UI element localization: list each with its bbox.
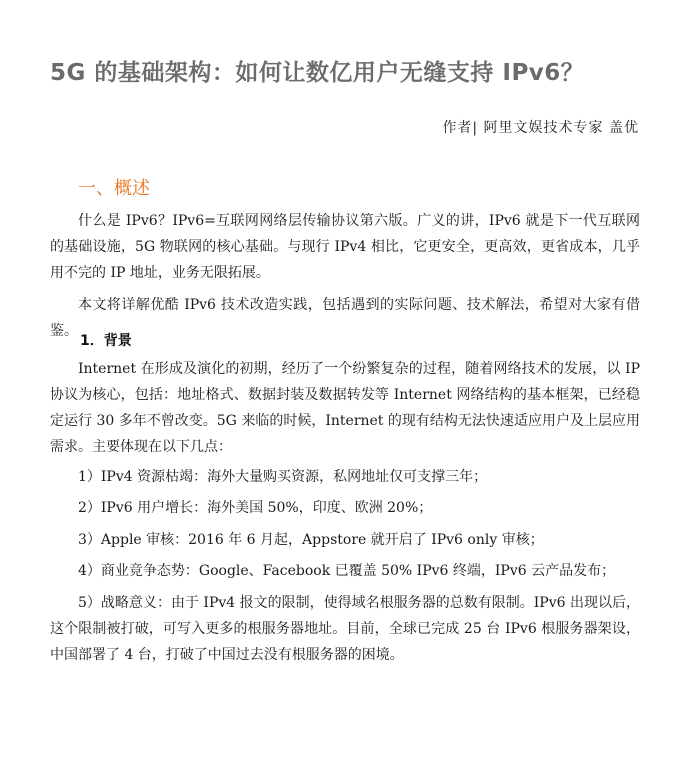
list-item: 1）IPv4 资源枯竭：海外大量购买资源，私网地址仅可支撑三年；	[78, 469, 488, 485]
author-line: 作者| 阿里文娱技术专家 盖优	[442, 120, 639, 136]
background-paragraph: Internet 在形成及演化的初期，经历了一个纷繁复杂的过程，随着网络技术的发展，以 IP 协议为核心，包括：地址格式、数据封装及数据转发等 Internet 网络结构的基本框架，已经稳定运行 30 多年不曾改变。5G 来临的时候，Internet 的现有结构无法快速适应用户及上层应用需求。主要体现在以下几点：	[50, 361, 640, 455]
section-heading-overview: 一、概述	[78, 178, 150, 199]
intro-paragraph: 本文将详解优酷 IPv6 技术改造实践，包括遇到的实际问题、技术解法，希望对大家有借鉴。	[50, 297, 640, 339]
intro-block	[50, 208, 640, 344]
list-item: 2）IPv6 用户增长：海外美国 50%，印度、欧洲 20%；	[78, 500, 433, 516]
intro-paragraph: 什么是 IPv6？IPv6=互联网网络层传输协议第六版。广义的讲，IPv6 就是下一代互联网的基础设施，5G 物联网的核心基础。与现行 IPv4 相比，它更安全，更高效，更省成本，几乎用不完的 IP 地址，业务无限拓展。	[50, 213, 640, 281]
subheading-background: 1．背景	[80, 333, 132, 349]
list-item: 4）商业竞争态势：Google、Facebook 已覆盖 50% IPv6 终端，IPv6 云产品发布；	[78, 563, 616, 579]
document-title: 5G 的基础架构：如何让数亿用户无缝支持 IPv6？	[50, 60, 585, 86]
background-block	[50, 356, 640, 460]
list-item: 3）Apple 审核：2016 年 6 月起，Appstore 就开启了 IPv6 only 审核；	[78, 532, 544, 548]
list-item: 5）战略意义：由于 IPv4 报文的限制，使得域名根服务器的总数有限制。IPv6 出现以后，这个限制被打破，可写入更多的根服务器地址。目前，全球已完成 25 台 IPv6 根服务器架设，中国部署了 4 台，打破了中国过去没有根服务器的困境。	[50, 595, 640, 663]
